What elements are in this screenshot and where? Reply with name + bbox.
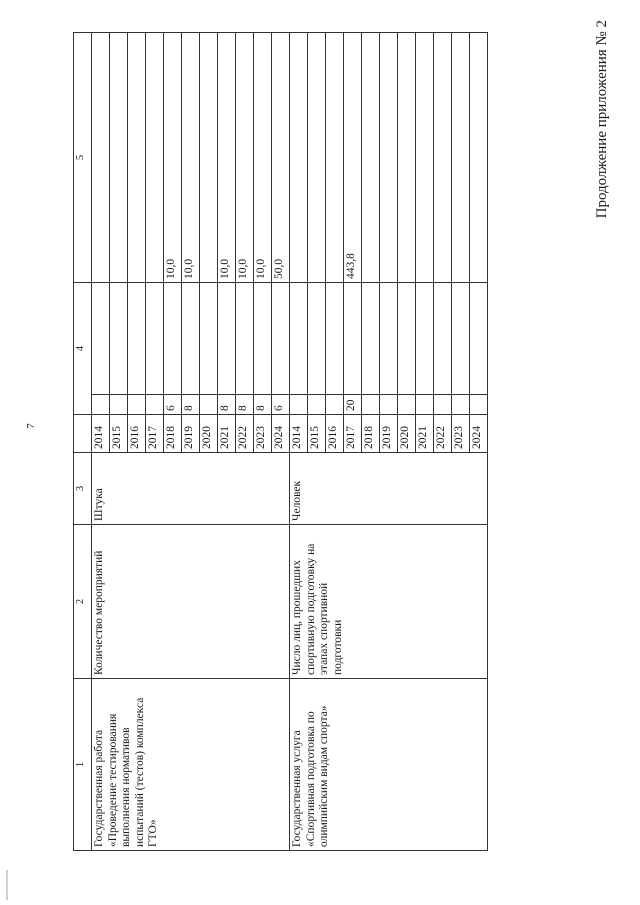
value-col5 bbox=[146, 33, 164, 283]
scan-artifact bbox=[6, 870, 8, 900]
empty-cell bbox=[254, 283, 272, 395]
data-table bbox=[73, 32, 488, 851]
empty-cell bbox=[164, 283, 182, 395]
header-col-year bbox=[74, 415, 92, 453]
empty-cell bbox=[416, 283, 434, 395]
empty-cell bbox=[452, 283, 470, 395]
value-col4 bbox=[380, 395, 398, 415]
value-col5 bbox=[110, 33, 128, 283]
value-col4: 8 bbox=[254, 395, 272, 415]
table-row bbox=[290, 33, 308, 851]
year-cell: 2023 bbox=[452, 415, 470, 453]
section-col1: Государственная работа «Проведение тестирования выполнения нормативов испытаний (тестов) комплекса ГТО» bbox=[92, 679, 290, 851]
page-number: 7 bbox=[24, 423, 37, 429]
value-col4 bbox=[290, 395, 308, 415]
value-col4 bbox=[110, 395, 128, 415]
value-col4 bbox=[416, 395, 434, 415]
year-cell: 2024 bbox=[272, 415, 290, 453]
empty-cell bbox=[380, 283, 398, 395]
rotated-table-container bbox=[73, 33, 613, 851]
empty-cell bbox=[344, 283, 362, 395]
value-col4 bbox=[128, 395, 146, 415]
value-col5 bbox=[308, 33, 326, 283]
section-col3: Человек bbox=[290, 453, 488, 525]
value-col5: 443,8 bbox=[344, 33, 362, 283]
value-col5: 10,0 bbox=[164, 33, 182, 283]
value-col5: 10,0 bbox=[236, 33, 254, 283]
value-col5 bbox=[92, 33, 110, 283]
empty-cell bbox=[326, 283, 344, 395]
empty-cell bbox=[470, 283, 488, 395]
value-col4: 6 bbox=[164, 395, 182, 415]
empty-cell bbox=[362, 283, 380, 395]
year-cell: 2021 bbox=[416, 415, 434, 453]
section-col2: Количество мероприятий bbox=[92, 525, 290, 679]
empty-cell bbox=[92, 283, 110, 395]
year-cell: 2019 bbox=[380, 415, 398, 453]
value-col4 bbox=[470, 395, 488, 415]
empty-cell bbox=[182, 283, 200, 395]
value-col5 bbox=[380, 33, 398, 283]
year-cell: 2016 bbox=[326, 415, 344, 453]
value-col5: 10,0 bbox=[254, 33, 272, 283]
value-col4 bbox=[362, 395, 380, 415]
value-col4: 6 bbox=[272, 395, 290, 415]
value-col4 bbox=[398, 395, 416, 415]
value-col4: 8 bbox=[236, 395, 254, 415]
empty-cell bbox=[308, 283, 326, 395]
value-col4 bbox=[308, 395, 326, 415]
empty-cell bbox=[200, 283, 218, 395]
value-col5: 10,0 bbox=[218, 33, 236, 283]
value-col4 bbox=[326, 395, 344, 415]
year-cell: 2014 bbox=[92, 415, 110, 453]
empty-cell bbox=[110, 283, 128, 395]
value-col4: 8 bbox=[218, 395, 236, 415]
value-col4 bbox=[200, 395, 218, 415]
value-col4 bbox=[452, 395, 470, 415]
table-row bbox=[92, 33, 110, 851]
value-col4 bbox=[146, 395, 164, 415]
value-col5 bbox=[362, 33, 380, 283]
section-col3: Штука bbox=[92, 453, 290, 525]
empty-cell bbox=[218, 283, 236, 395]
value-col5 bbox=[416, 33, 434, 283]
year-cell: 2016 bbox=[128, 415, 146, 453]
empty-cell bbox=[236, 283, 254, 395]
value-col5 bbox=[290, 33, 308, 283]
value-col4 bbox=[434, 395, 452, 415]
year-cell: 2023 bbox=[254, 415, 272, 453]
continuation-title: Продолжение приложения № 2 bbox=[594, 20, 610, 219]
empty-cell bbox=[272, 283, 290, 395]
value-col4: 8 bbox=[182, 395, 200, 415]
header-row bbox=[74, 33, 92, 851]
table-body bbox=[74, 33, 488, 851]
value-col5 bbox=[128, 33, 146, 283]
year-cell: 2020 bbox=[200, 415, 218, 453]
empty-cell bbox=[434, 283, 452, 395]
header-col-2: 2 bbox=[74, 525, 92, 679]
year-cell: 2020 bbox=[398, 415, 416, 453]
section-col2: Число лиц, прошедших спортивную подготовку на этапах спортивной подготовки bbox=[290, 525, 488, 679]
header-col-4: 4 bbox=[74, 283, 92, 415]
empty-cell bbox=[128, 283, 146, 395]
year-cell: 2015 bbox=[308, 415, 326, 453]
value-col5 bbox=[398, 33, 416, 283]
value-col4 bbox=[92, 395, 110, 415]
year-cell: 2022 bbox=[236, 415, 254, 453]
header-col-5: 5 bbox=[74, 33, 92, 283]
year-cell: 2014 bbox=[290, 415, 308, 453]
section-col1: Государственная услуга «Спортивная подготовка по олимпийским видам спорта» bbox=[290, 679, 488, 851]
year-cell: 2017 bbox=[344, 415, 362, 453]
value-col5 bbox=[200, 33, 218, 283]
empty-cell bbox=[398, 283, 416, 395]
year-cell: 2022 bbox=[434, 415, 452, 453]
year-cell: 2018 bbox=[362, 415, 380, 453]
year-cell: 2019 bbox=[182, 415, 200, 453]
year-cell: 2018 bbox=[164, 415, 182, 453]
value-col5: 10,0 bbox=[182, 33, 200, 283]
empty-cell bbox=[146, 283, 164, 395]
year-cell: 2024 bbox=[470, 415, 488, 453]
value-col5 bbox=[452, 33, 470, 283]
value-col5 bbox=[326, 33, 344, 283]
value-col5 bbox=[470, 33, 488, 283]
year-cell: 2017 bbox=[146, 415, 164, 453]
header-col-3: 3 bbox=[74, 453, 92, 525]
value-col5 bbox=[434, 33, 452, 283]
value-col4: 20 bbox=[344, 395, 362, 415]
year-cell: 2021 bbox=[218, 415, 236, 453]
year-cell: 2015 bbox=[110, 415, 128, 453]
value-col5: 50,0 bbox=[272, 33, 290, 283]
header-col-1: 1 bbox=[74, 679, 92, 851]
empty-cell bbox=[290, 283, 308, 395]
